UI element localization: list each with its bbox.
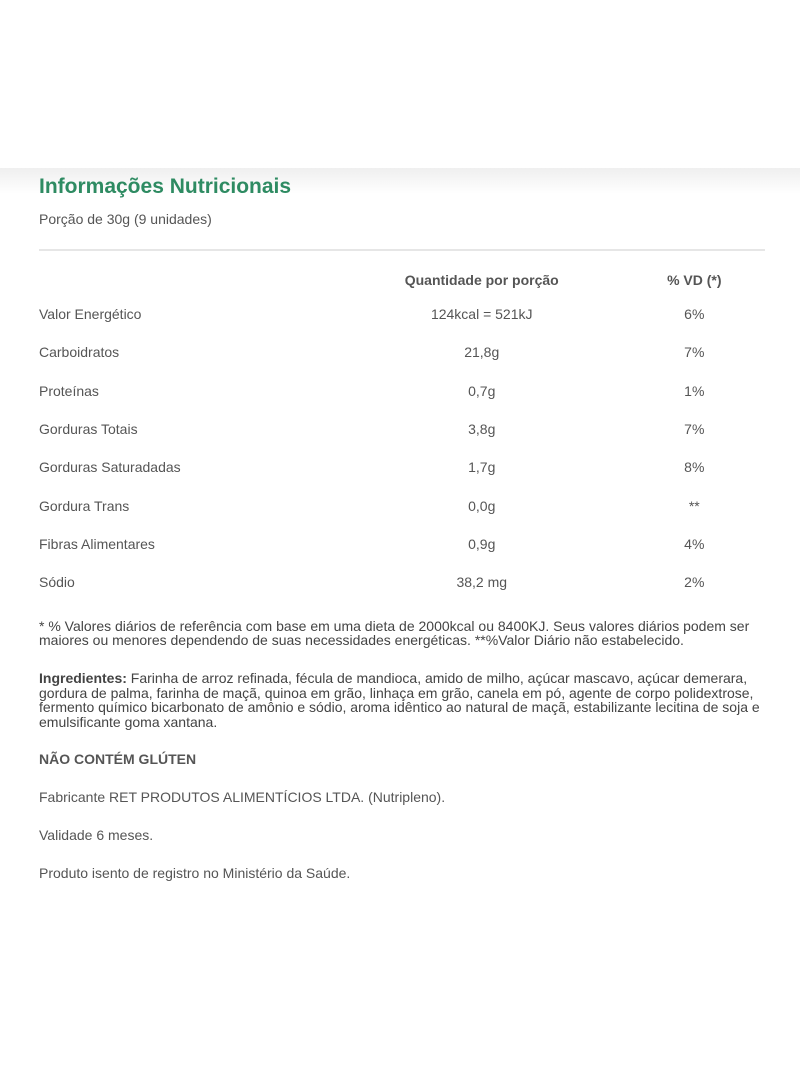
header-quantity: Quantidade por porção (404, 272, 559, 288)
nutrient-quantity: 21,8g (464, 344, 500, 361)
gluten-free-notice: NÃO CONTÉM GLÚTEN (39, 751, 197, 768)
portion-size: Porção de 30g (9 unidades) (39, 211, 212, 227)
nutrient-name: Sódio (39, 574, 75, 591)
daily-value-footnote: * % Valores diários de referência com base em uma dieta de 2000kcal ou 8400KJ. Seus valores diários podem ser maiores ou menores dependendo de suas necessidades energéticas. **%Valor Diário não estabelecido. (39, 618, 750, 649)
nutrient-daily-value: 7% (684, 344, 705, 361)
table-row (39, 410, 765, 448)
table-header-row (39, 265, 765, 295)
nutrient-quantity: 0,9g (468, 535, 496, 552)
nutrient-name: Proteínas (39, 382, 99, 399)
nutrient-name: Gorduras Totais (39, 421, 138, 438)
table-row (39, 295, 765, 333)
nutrient-daily-value: 1% (684, 382, 705, 399)
table-row (39, 486, 765, 524)
nutrient-name: Carboidratos (39, 344, 120, 361)
section-title: Informações Nutricionais (39, 175, 292, 198)
nutrient-daily-value: 2% (684, 574, 705, 591)
header-nutrient (39, 265, 360, 295)
divider (39, 249, 765, 251)
ingredients-label: Ingredientes: (39, 670, 127, 687)
nutrient-daily-value: 4% (684, 535, 705, 552)
nutrient-quantity: 124kcal = 521kJ (430, 306, 533, 323)
nutrient-daily-value: ** (688, 497, 700, 514)
nutrient-quantity: 1,7g (468, 459, 496, 476)
nutrient-name: Gordura Trans (39, 497, 130, 514)
nutrition-info-panel (39, 174, 765, 881)
header-daily-value: % VD (*) (667, 272, 722, 288)
manufacturer-info: Fabricante RET PRODUTOS ALIMENTÍCIOS LTDA. (Nutripleno). (39, 789, 446, 806)
nutrition-table (39, 265, 765, 601)
ingredients-text: Farinha de arroz refinada, fécula de mandioca, amido de milho, açúcar mascavo, açúcar demerara, gordura de palma, farinha de maçã, quinoa em grão, linhaça em grão, canela em pó, agente de corpo polidextrose, fermento químico bicarbonato de amônio e sódio, aroma idêntico ao natural de maçã, estabilizante lecitina de soja e emulsificante goma xantana. (39, 670, 760, 730)
nutrient-daily-value: 8% (684, 459, 705, 476)
nutrient-name: Fibras Alimentares (39, 535, 155, 552)
table-row (39, 333, 765, 371)
table-row (39, 563, 765, 601)
table-row (39, 372, 765, 410)
nutrient-quantity: 3,8g (468, 421, 496, 438)
ingredients-paragraph (39, 671, 765, 729)
table-row (39, 448, 765, 486)
table-row (39, 525, 765, 563)
registry-info: Produto isento de registro no Ministério da Saúde. (39, 865, 351, 882)
nutrient-daily-value: 7% (684, 421, 705, 438)
nutrient-name: Gorduras Saturadadas (39, 459, 181, 476)
nutrient-quantity: 0,0g (468, 497, 496, 514)
nutrient-daily-value: 6% (684, 306, 705, 323)
nutrient-quantity: 0,7g (468, 382, 496, 399)
nutrient-quantity: 38,2 mg (456, 574, 508, 591)
validity-info: Validade 6 meses. (39, 827, 154, 844)
nutrient-name: Valor Energético (39, 306, 142, 323)
